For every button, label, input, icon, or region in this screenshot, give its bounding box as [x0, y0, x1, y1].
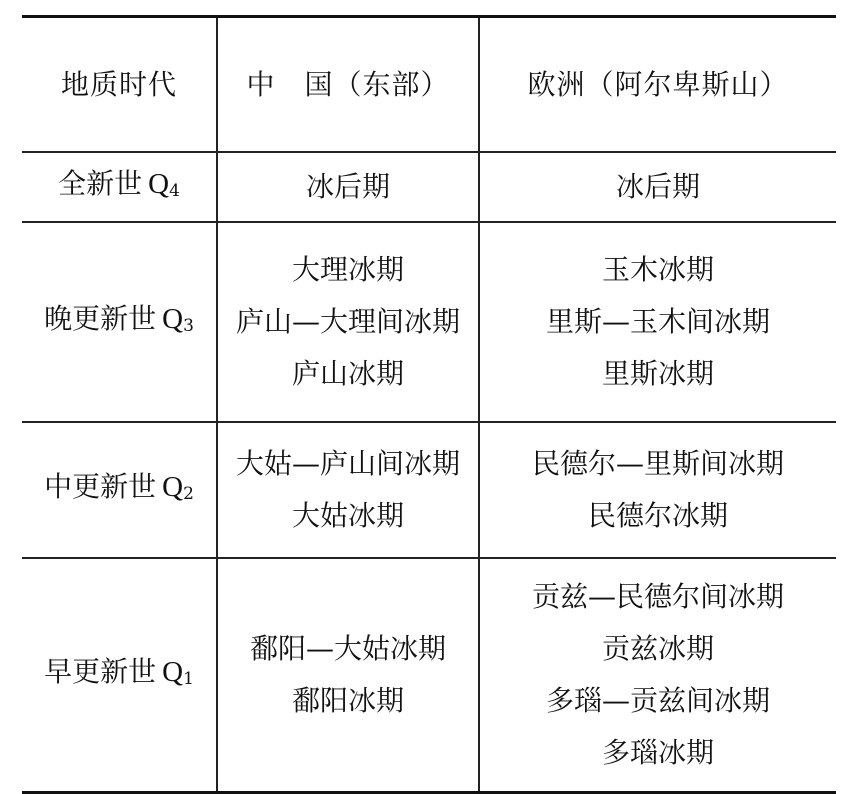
- period-name: 早更新世: [44, 654, 157, 688]
- europe-stage: 多瑙冰期: [601, 736, 714, 769]
- header-china-east-label: 中 国（东部）: [246, 67, 450, 101]
- period-label: [58, 158, 180, 217]
- period-subscript: 4: [169, 180, 180, 201]
- period-name: 晚更新世: [44, 301, 157, 335]
- table-row: [22, 153, 836, 223]
- period-symbol: Q: [162, 302, 184, 335]
- china-stage: 庐山—大理间冰期: [235, 305, 460, 338]
- period-cell: [22, 153, 218, 221]
- table-row: [22, 423, 836, 559]
- period-subscript: 2: [183, 483, 194, 504]
- china-cell: [218, 423, 480, 557]
- table-row: [22, 559, 836, 791]
- europe-cell: [480, 559, 836, 791]
- period-label: [44, 293, 194, 352]
- china-stage: 大姑冰期: [291, 499, 404, 532]
- table-header-row: [22, 18, 836, 153]
- europe-cell: [480, 223, 836, 421]
- period-label: [44, 461, 194, 520]
- period-name: 全新世: [58, 166, 143, 200]
- header-europe-alps: [480, 18, 836, 151]
- china-stage: 庐山冰期: [291, 357, 404, 390]
- period-symbol: Q: [162, 655, 184, 688]
- period-cell: [22, 559, 218, 791]
- period-symbol: Q: [162, 470, 184, 503]
- europe-stage: 民德尔—里斯间冰期: [531, 447, 784, 480]
- header-geologic-era-label: 地质时代: [60, 67, 177, 101]
- europe-stage: 里斯冰期: [601, 357, 714, 390]
- header-china-east: [218, 18, 480, 151]
- europe-cell: [480, 423, 836, 557]
- europe-stage: 冰后期: [615, 170, 700, 203]
- glacial-period-table: [22, 15, 836, 794]
- europe-stage: 玉木冰期: [601, 253, 714, 286]
- europe-stage: 里斯—玉木间冰期: [545, 305, 770, 338]
- china-stage: 大理冰期: [291, 253, 404, 286]
- table-row: [22, 223, 836, 423]
- europe-stage: 多瑙—贡兹间冰期: [545, 684, 770, 717]
- period-name: 中更新世: [44, 469, 157, 503]
- period-cell: [22, 223, 218, 421]
- china-stage: 大姑—庐山间冰期: [235, 447, 460, 480]
- period-label: [44, 646, 194, 705]
- header-geologic-era: [22, 18, 218, 151]
- period-subscript: 1: [183, 668, 194, 689]
- china-cell: [218, 223, 480, 421]
- europe-stage: 贡兹冰期: [601, 632, 714, 665]
- period-subscript: 3: [183, 315, 194, 336]
- period-cell: [22, 423, 218, 557]
- europe-stage: 贡兹—民德尔间冰期: [531, 580, 784, 613]
- europe-stage: 民德尔冰期: [587, 499, 728, 532]
- china-stage: 鄱阳冰期: [291, 684, 404, 717]
- period-symbol: Q: [148, 167, 170, 200]
- header-europe-alps-label: 欧洲（阿尔卑斯山）: [527, 67, 789, 101]
- europe-cell: [480, 153, 836, 221]
- china-stage: 鄱阳—大姑冰期: [249, 632, 446, 665]
- china-stage: 冰后期: [305, 170, 390, 203]
- china-cell: [218, 153, 480, 221]
- china-cell: [218, 559, 480, 791]
